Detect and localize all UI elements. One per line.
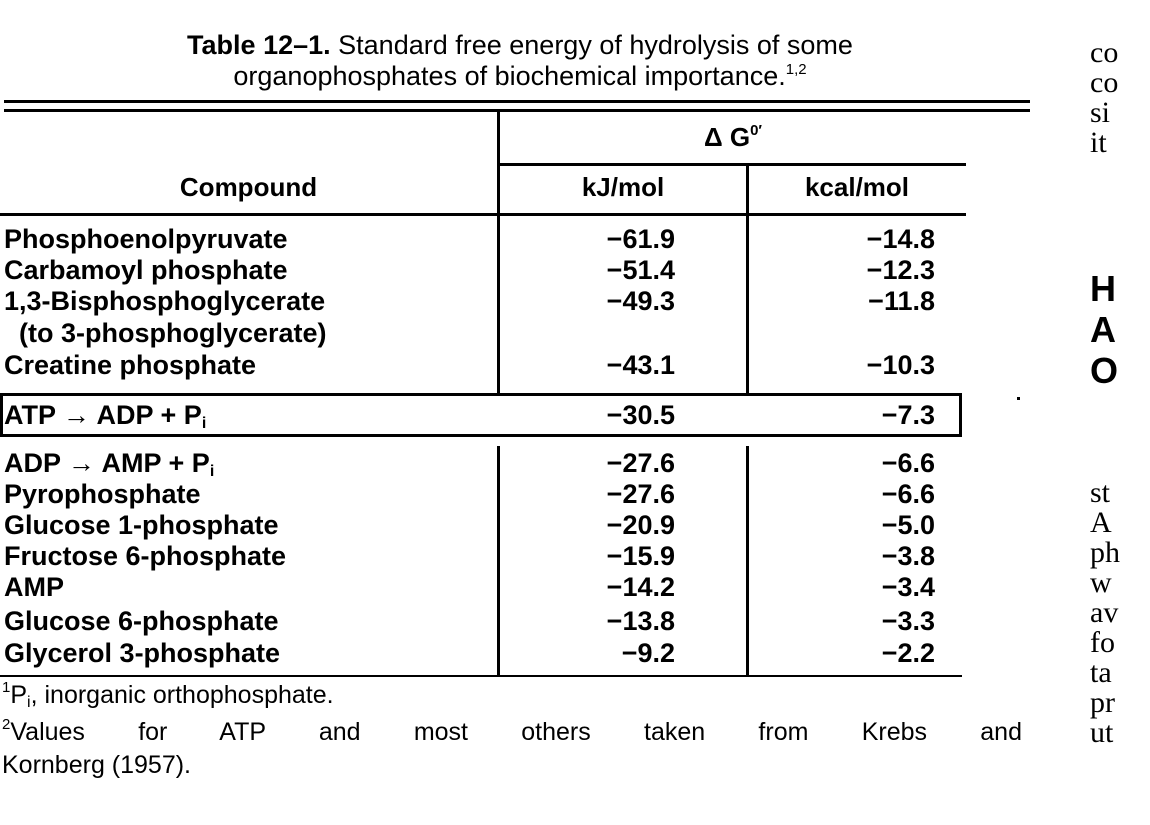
header-bottom-rule [0,213,966,216]
table-row-atp [0,400,966,431]
kcal-value: −14.8 [866,224,935,254]
kj-value: −43.1 [606,350,675,380]
kj-value: −20.9 [606,510,675,540]
compound-name: AMP [4,572,64,602]
top-rule-2 [4,109,1030,112]
kcal-value: −12.3 [866,255,935,285]
kj-value: −13.8 [606,606,675,636]
kcal-value: −6.6 [881,479,935,509]
kj-value: −27.6 [606,448,675,478]
compound-name-continued: (to 3-phosphoglycerate) [4,318,327,348]
header-delta-g [500,122,966,152]
kcal-value: −3.4 [881,572,935,602]
adjacent-column-text-top: co co si it [1090,38,1119,158]
caption-line-1 [40,30,1000,61]
kcal-value: −2.2 [881,638,935,668]
header-kj-mol: kJ/mol [581,172,665,202]
table-row [0,255,966,286]
kj-value: −15.9 [606,541,675,571]
adjacent-column-heading: H A O [1090,268,1119,391]
table-bottom-rule [0,675,962,677]
compound-name: Pyrophosphate [4,479,201,509]
kj-value: −30.5 [606,400,675,430]
compound-name: Glucose 6-phosphate [4,606,279,636]
adjacent-column-text-bottom: st A ph w av fo ta pr ut [1090,478,1120,748]
table-row [0,224,966,255]
kcal-value: −11.8 [868,286,935,316]
table-row [0,541,966,572]
header-kcal-mol: kcal/mol [804,172,910,202]
table-row [0,479,966,510]
delta-g-rule [500,163,966,166]
kcal-value: −6.6 [881,448,935,478]
compound-name: Creatine phosphate [4,350,257,380]
kcal-value: −7.3 [881,400,935,430]
compound-name: ATP → ADP + $P_i$ [4,400,207,432]
compound-name: Glycerol 3-phosphate [4,638,281,668]
kj-value: −61.9 [606,224,675,254]
compound-name: 1,3-Bisphosphoglycerate [4,286,326,316]
table-row [0,448,966,479]
top-rule-1 [4,100,1030,103]
table-row [0,606,966,637]
compound-name: Glucose 1-phosphate [4,510,279,540]
table-row [0,318,966,349]
speck-mark [1017,397,1020,400]
header-compound: Compound [179,172,318,202]
kcal-value: −10.3 [866,350,935,380]
caption-text-2: organophosphates of biochemical importance. [233,61,786,91]
table-row [0,286,966,317]
header-delta-g-sup: 0′ [750,122,763,139]
kj-value: −27.6 [606,479,675,509]
kcal-value: −5.0 [881,510,935,540]
table-row [0,510,966,541]
table-row [0,638,966,669]
table-label: Table 12–1. [187,30,331,60]
caption-line-2 [40,61,1000,92]
kj-value: −49.3 [606,286,675,316]
kj-value: −14.2 [606,572,675,602]
kj-value: −9.2 [621,638,675,668]
table-row [0,572,966,603]
caption-footnote-ref: 1,2 [785,61,807,78]
kcal-value: −3.8 [881,541,935,571]
table-caption [40,30,1000,92]
header-delta-g-text: Δ G [703,122,751,152]
caption-text-1: Standard free energy of hydrolysis of some [338,30,853,60]
footnote-1: $^1P_i$, inorganic orthophosphate. [2,679,334,711]
table-row [0,350,966,381]
kcal-value: −3.3 [881,606,935,636]
kj-value: −51.4 [606,255,675,285]
compound-name: ADP → AMP + $P_i$ [4,448,215,480]
compound-name: Phosphoenolpyruvate [4,224,288,254]
compound-name: Carbamoyl phosphate [4,255,288,285]
footnote-2-continued: Kornberg (1957). [2,751,192,779]
footnote-2: $^2$Values for ATP and most others taken from Krebs and [2,716,1022,746]
compound-name: Fructose 6-phosphate [4,541,287,571]
